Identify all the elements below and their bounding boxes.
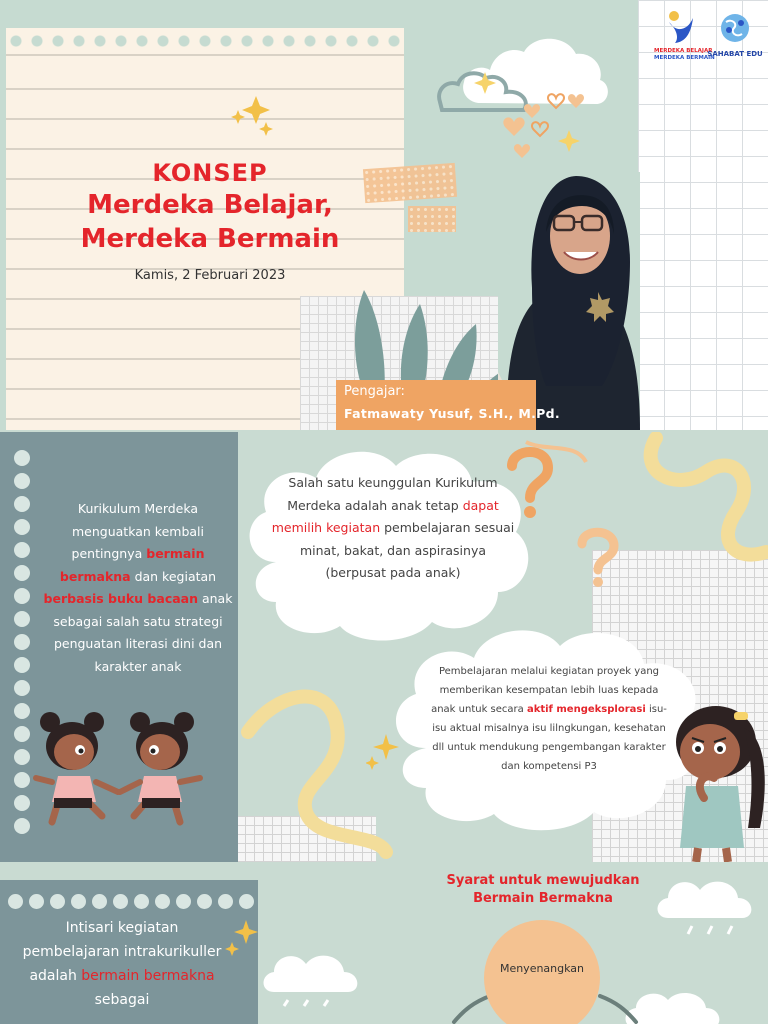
cloud-decoration [652,874,768,944]
header-section [0,0,768,430]
logo1-line1: MERDEKA BELAJAR [654,48,713,54]
sparkle-icon [366,732,406,772]
menyenangkan-circle [484,920,600,1024]
kurikulum-text-part: anak sebagai salah satu strategi penguatan literasi dini dan karakter anak [53,591,233,674]
sahabat-edu-logo [706,12,764,58]
question-mark-icon [570,524,624,590]
kurikulum-text-part: dan kegiatan [130,568,217,584]
intisari-text-part: sebagai [94,992,150,1008]
syarat-line-2: Bermain Bermakna [473,891,613,906]
menyenangkan-label: Menyenangkan [499,962,585,975]
kurikulum-text [42,498,234,678]
cloud-decoration [430,18,630,178]
syarat-heading [418,872,668,908]
cloud1-text-part: Salah satu keunggulan Kurikulum Merdeka adalah anak tetap [287,475,498,513]
notepad-holes [6,28,404,48]
intisari-text-part: Intisari kegiatan pembelajaran intrakurikuller adalah [22,920,222,984]
highlight-aktif-mengeksplorasi: aktif mengeksplorasi [526,704,646,715]
thinking-girl-illustration [664,698,768,862]
decor-tape [408,206,456,232]
title-line-2: Merdeka Belajar, [87,190,333,220]
grid-paper-right [638,0,768,430]
dots-row [8,894,260,910]
highlight-bermain-bermakna: bermain bermakna [59,546,205,584]
cloud2-text-part: isu-isu aktual misalnya isu lilngkungan, kesehatan dll untuk mendukung pengembangan karakter dan kompetensi P3 [432,704,667,772]
title-line-3: Merdeka Bermain [80,224,340,254]
teacher-name: Fatmawaty Yusuf, S.H., M.Pd. [344,406,560,421]
title-block [20,158,400,256]
cloud1-text [268,472,518,585]
highlight-memilih-kegiatan: dapat memilih kegiatan [271,497,499,535]
kurikulum-text-part: Kurikulum Merdeka menguatkan kembali pentingnya [71,501,204,561]
logo2-text: SAHABAT EDU [707,50,763,58]
section-intisari [0,864,768,1024]
cloud2-text-part: Pembelajaran melalui kegiatan proyek yang memberikan kesempatan lebih luas kepada anak untuk secara [431,666,660,715]
cloud2-text [430,662,668,776]
cloud1-text-part: pembelajaran sesuai minat, bakat, dan aspirasinya (berpusat pada anak) [299,520,515,580]
syarat-line-1: Syarat untuk mewujudkan [446,873,640,888]
globe-icon [718,12,752,44]
teacher-label: Pengajar: [344,384,405,399]
title-line-1: KONSEP [152,159,268,187]
highlight-buku-bacaan: berbasis buku bacaan [43,591,198,606]
merdeka-logo-icon [665,10,695,44]
highlight-bermain-bermakna-2: bermain bermakna [81,968,215,984]
section-kurikulum [0,432,768,862]
logo1-line2: MERDEKA BERMAIN [654,55,715,61]
cloud-decoration [258,948,368,1008]
sparkle-icon [228,92,278,136]
merdeka-belajar-logo [654,10,715,62]
teacher-label-box [336,380,560,430]
intisari-text [22,916,222,1012]
date-text: Kamis, 2 Februari 2023 [134,268,286,283]
twin-girls-illustration [30,706,210,830]
